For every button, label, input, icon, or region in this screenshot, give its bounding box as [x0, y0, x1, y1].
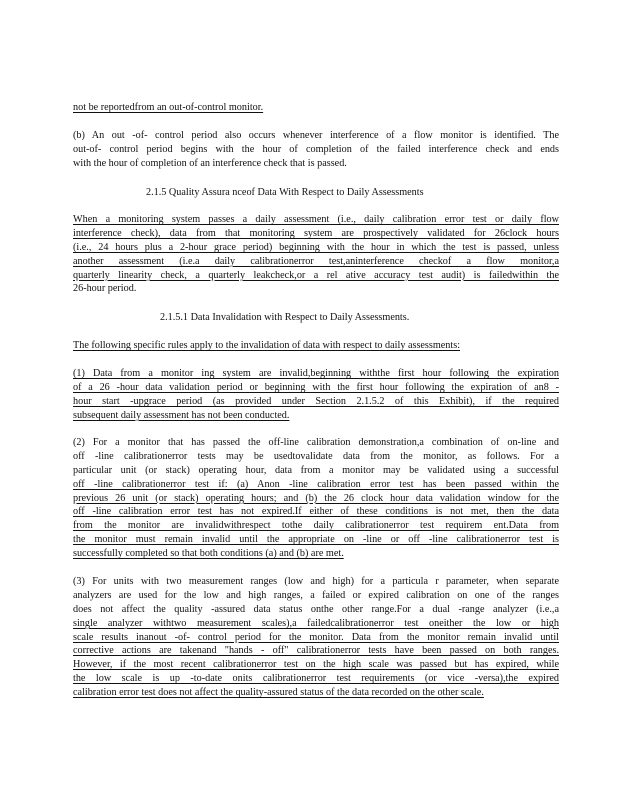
text-line: (i.e., 24 hours plus a 2-hour grace period) beginning with the hour in which the test is passed, unless — [73, 241, 559, 253]
text-line: quarterly linearity check, a quarterly leakcheck,or a rel ative accuracy test audit) is failedwithin the — [73, 269, 559, 281]
text-line: corrective actions are takenand "hands - off" calibrationerror tests have been passed on both ranges. — [73, 645, 559, 657]
text-line: (b) An out -of- control period also occurs whenever interference of a flow monitor is identified. The — [73, 130, 559, 141]
paragraph-rule-3 — [73, 575, 559, 700]
text-line: the low scale is up -to-date onits calibrationerror test requirements (or vice -versa),the expired — [73, 673, 559, 685]
section-heading-2-1-5: 2.1.5 Quality Assura nceof Data With Respect to Daily Assessments — [146, 187, 424, 198]
text-line: previous 26 unit (or stack) operating hours; and (b) the 26 clock hour data validation window for the — [73, 492, 559, 504]
paragraph-b — [73, 129, 559, 171]
text-line: another assessment (i.e.a daily calibrationerror test,aninterference checkof a flow monitor,a — [73, 255, 559, 267]
text-line: not be reportedfrom an out-of-control monitor. — [73, 102, 264, 113]
text-line: of a 26 -hour data validation period or beginning with the first hour following the expiration of an8 - — [73, 381, 559, 393]
text-line: out-of- control period begins with the hour of completion of the failed interference check and ends — [73, 143, 559, 155]
paragraph-rule-1 — [73, 367, 559, 423]
text-line: hour start -upgrace period (as provided under Section 2.1.5.2 of this Exhibit), if the required — [73, 395, 559, 407]
text-line: scale results inanout -of- control period for the monitor. Data from the monitor remain invalid until — [73, 631, 559, 643]
text-line: with the hour of completion of an interference check that is passed. — [73, 157, 347, 169]
text-line: interference check), data from that monitoring system are prospectively validated for 26clock hours — [73, 227, 559, 239]
text-line: particular unit (or stack) operating hour, data from a monitor may be validated using a successful — [73, 464, 559, 476]
text-line: When a monitoring system passes a daily assessment (i.e., daily calibration error test or daily flow — [73, 214, 559, 225]
text-line: However, if the most recent calibrationerror test on the high scale was passed but has expired, while — [73, 659, 559, 671]
text-line: does not affect the quality -assured data status onthe other range.For a dual -range analyzer (i.e.,a — [73, 603, 559, 615]
text-line: analyzers are used for the low and high ranges, a failed or expired calibration on one of the ranges — [73, 589, 559, 601]
text-line: off -line calibrationerror tests may be usedtovalidate data from the monitor, as follows. For a — [73, 450, 559, 462]
text-line: off -line calibration error test has not expired.If either of these conditions is not met, then the data — [73, 506, 559, 518]
paragraph-daily-validation — [73, 213, 559, 296]
text-line: The following specific rules apply to the invalidation of data with respect to daily assessments: — [73, 340, 461, 351]
paragraph-rule-2 — [73, 436, 559, 561]
text-line: (3) For units with two measurement ranges (low and high) for a particula r parameter, when separate — [73, 576, 559, 587]
carryover-paragraph — [73, 101, 559, 120]
paragraph-rules-intro — [73, 339, 559, 353]
text-line: subsequent daily assessment has not been conducted. — [73, 409, 290, 421]
text-line: calibration error test does not affect the quality-assured status of the data recorded on the other scale. — [73, 687, 484, 699]
text-line: the monitor must remain invalid until the appropriate on -line or off -line calibrationerror test is — [73, 534, 559, 546]
text-line: (2) For a monitor that has passed the off-line calibration demonstration,a combination of on-line and — [73, 437, 559, 448]
text-line: (1) Data from a monitor ing system are invalid,beginning withthe first hour following the expiration — [73, 368, 559, 379]
text-line: single analyzer withtwo measurement scales),a failedcalibrationerror test oneither the low or high — [73, 617, 559, 629]
text-line: from the monitor are invalidwithrespect tothe daily calibrationerror test requirem ent.Data from — [73, 520, 559, 532]
text-line: successfully completed so that both conditions (a) and (b) are met. — [73, 548, 344, 560]
text-line: off -line calibrationerror test if: (a) Anon -line calibration error test has been passed within the — [73, 478, 559, 490]
text-line: 26-hour period. — [73, 283, 137, 295]
section-heading-2-1-5-1: 2.1.5.1 Data Invalidation with Respect to Daily Assessments. — [160, 312, 410, 323]
